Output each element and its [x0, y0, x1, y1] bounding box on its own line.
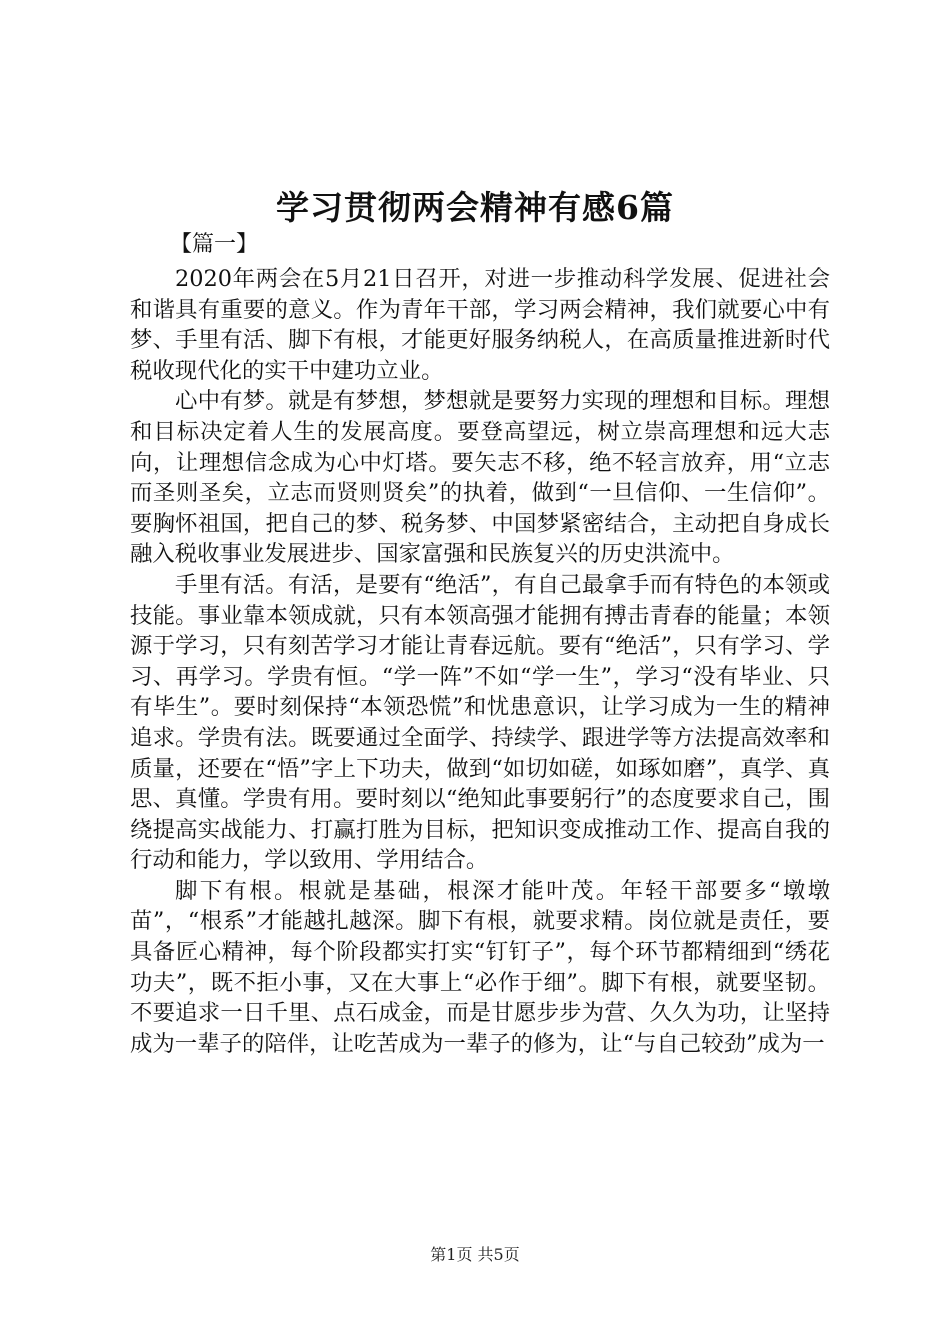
paragraph: 心中有梦。就是有梦想，梦想就是要努力实现的理想和目标。理想和目标决定着人生的发展高度。要登高望远，树立崇高理想和远大志向，让理想信念成为心中灯塔。要矢志不移，绝不轻言放弃，用“立志而圣则圣矣，立志而贤则贤矣”的执着，做到“一旦信仰、一生信仰”。要胸怀祖国，把自己的梦、税务梦、中国梦紧密结合，主动把自身成长融入税收事业发展进步、国家富强和民族复兴的历史洪流中。: [130, 388, 830, 568]
document-body: [130, 264, 830, 1059]
section-label: 【篇一】: [170, 232, 259, 257]
paragraph: 脚下有根。根就是基础，根深才能叶茂。年轻干部要多“墩墩苗”，“根系”才能越扎越深。脚下有根，就要求精。岗位就是责任，要具备匠心精神，每个阶段都实打实“钉钉子”，每个环节都精细到“绣花功夫”，既不拒小事，又在大事上“必作于细”。脚下有根，就要坚韧。不要追求一日千里、点石成金，而是甘愿步步为营、久久为功，让坚持成为一辈子的陪伴，让吃苦成为一辈子的修为，让“与自己较劲”成为一: [130, 877, 830, 1057]
page-footer: 第1页 共5页: [430, 1245, 520, 1264]
paragraph: 2020年两会在5月21日召开，对进一步推动科学发展、促进社会和谐具有重要的意义。作为青年干部，学习两会精神，我们就要心中有梦、手里有活、脚下有根，才能更好服务纳税人，在高质量推进新时代税收现代化的实干中建功立业。: [130, 266, 830, 384]
paragraph: 手里有活。有活，是要有“绝活”，有自己最拿手而有特色的本领或技能。事业靠本领成就，只有本领高强才能拥有搏击青春的能量；本领源于学习，只有刻苦学习才能让青春远航。要有“绝活”，只有学习、学习、再学习。学贵有恒。“学一阵”不如“学一生”，学习“没有毕业、只有毕生”。要时刻保持“本领恐慌”和忧患意识，让学习成为一生的精神追求。学贵有法。既要通过全面学、持续学、跟进学等方法提高效率和质量，还要在“悟”字上下功夫，做到“如切如磋，如琢如磨”，真学、真思、真懂。学贵有用。要时刻以“绝知此事要躬行”的态度要求自己，围绕提高实战能力、打赢打胜为目标，把知识变成推动工作、提高自我的行动和能力，学以致用、学用结合。: [130, 571, 830, 874]
document-title: 学习贯彻两会精神有感6篇: [276, 188, 674, 227]
